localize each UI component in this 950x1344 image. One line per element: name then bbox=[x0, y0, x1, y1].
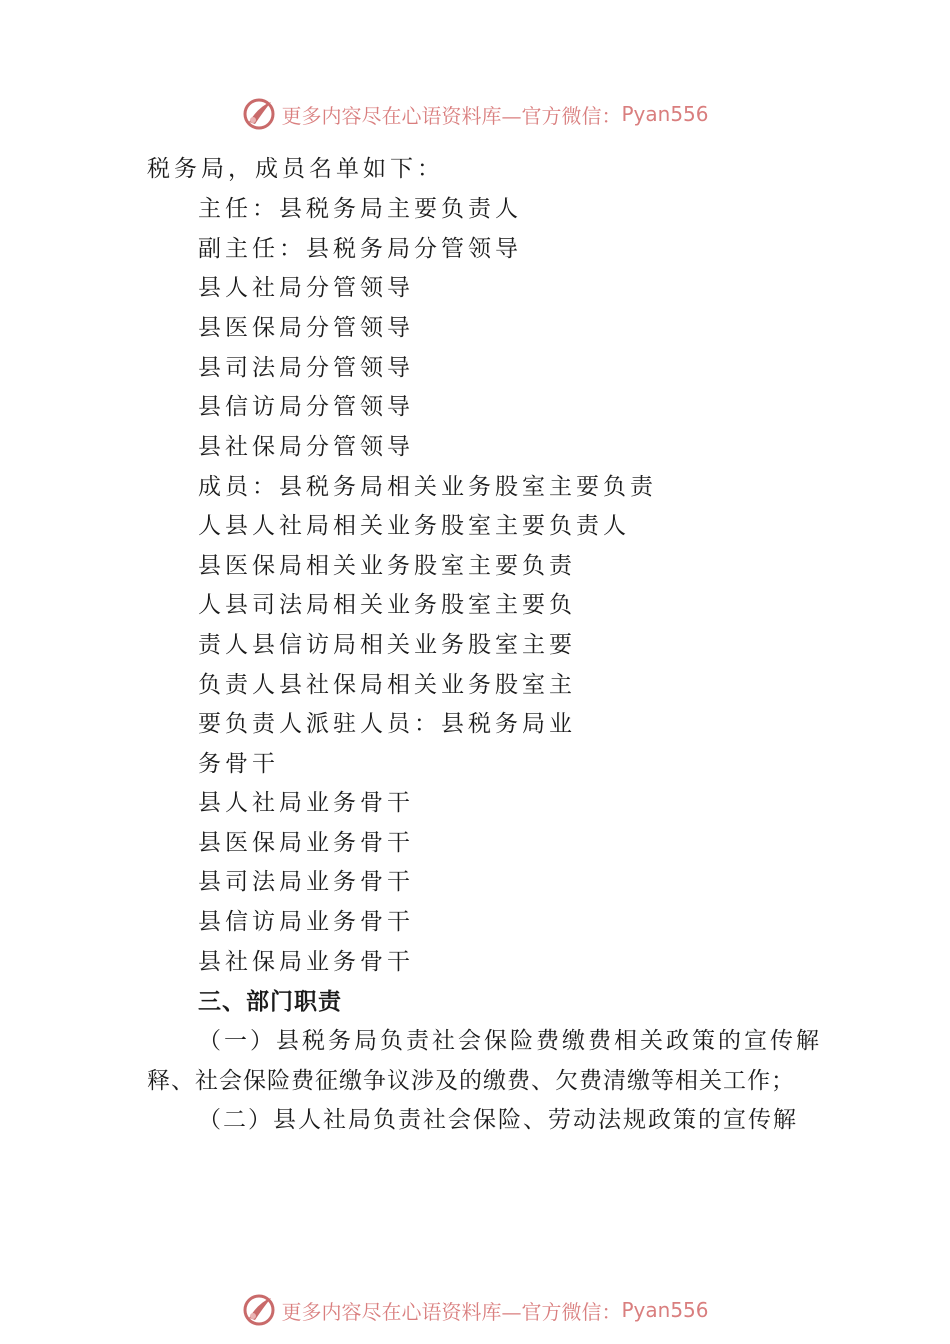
section-heading: 三、部门职责 bbox=[198, 989, 342, 1015]
text-line: 县人社局分管领导 bbox=[198, 275, 414, 301]
text-line: 县司法局业务骨干 bbox=[198, 869, 414, 895]
text-line: 县医保局分管领导 bbox=[198, 315, 414, 341]
text-line: 县人社局业务骨干 bbox=[198, 790, 414, 816]
text-line: 主任：县税务局主要负责人 bbox=[198, 196, 522, 222]
watermark-text: 更多内容尽在心语资料库—官方微信： bbox=[281, 103, 622, 128]
paragraph-line: 释、社会保险费征缴争议涉及的缴费、欠费清缴等相关工作； bbox=[147, 1068, 795, 1094]
text-line: 人县司法局相关业务股室主要负 bbox=[198, 592, 576, 618]
text-line: 县医保局业务骨干 bbox=[198, 830, 414, 856]
text-line: 责人县信访局相关业务股室主要 bbox=[198, 632, 576, 658]
watermark-id: Pyan556 bbox=[621, 102, 709, 126]
text-line: 县信访局分管领导 bbox=[198, 394, 414, 420]
brush-logo-icon bbox=[241, 1292, 277, 1328]
paragraph-line: （一）县税务局负责社会保险费缴费相关政策的宣传解 bbox=[198, 1028, 822, 1054]
text-line: 县司法局分管领导 bbox=[198, 355, 414, 381]
text-line: 成员：县税务局相关业务股室主要负责 bbox=[198, 474, 657, 500]
paragraph-line: （二）县人社局负责社会保险、劳动法规政策的宣传解 bbox=[198, 1107, 798, 1133]
text-line: 务骨干 bbox=[198, 751, 279, 777]
text-line: 人县人社局相关业务股室主要负责人 bbox=[198, 513, 630, 539]
text-line: 负责人县社保局相关业务股室主 bbox=[198, 672, 576, 698]
text-line: 副主任：县税务局分管领导 bbox=[198, 236, 522, 262]
text-line: 县社保局业务骨干 bbox=[198, 949, 414, 975]
watermark-id: Pyan556 bbox=[621, 1298, 709, 1322]
text-line: 要负责人派驻人员：县税务局业 bbox=[198, 711, 576, 737]
text-line: 县社保局分管领导 bbox=[198, 434, 414, 460]
text-line: 县信访局业务骨干 bbox=[198, 909, 414, 935]
text-line: 县医保局相关业务股室主要负责 bbox=[198, 553, 576, 579]
watermark-banner-top bbox=[0, 94, 950, 134]
watermark-banner-bottom bbox=[0, 1290, 950, 1330]
watermark-text: 更多内容尽在心语资料库—官方微信： bbox=[281, 1299, 622, 1324]
text-line: 税务局，成员名单如下： bbox=[147, 156, 444, 182]
brush-logo-icon bbox=[241, 96, 277, 132]
